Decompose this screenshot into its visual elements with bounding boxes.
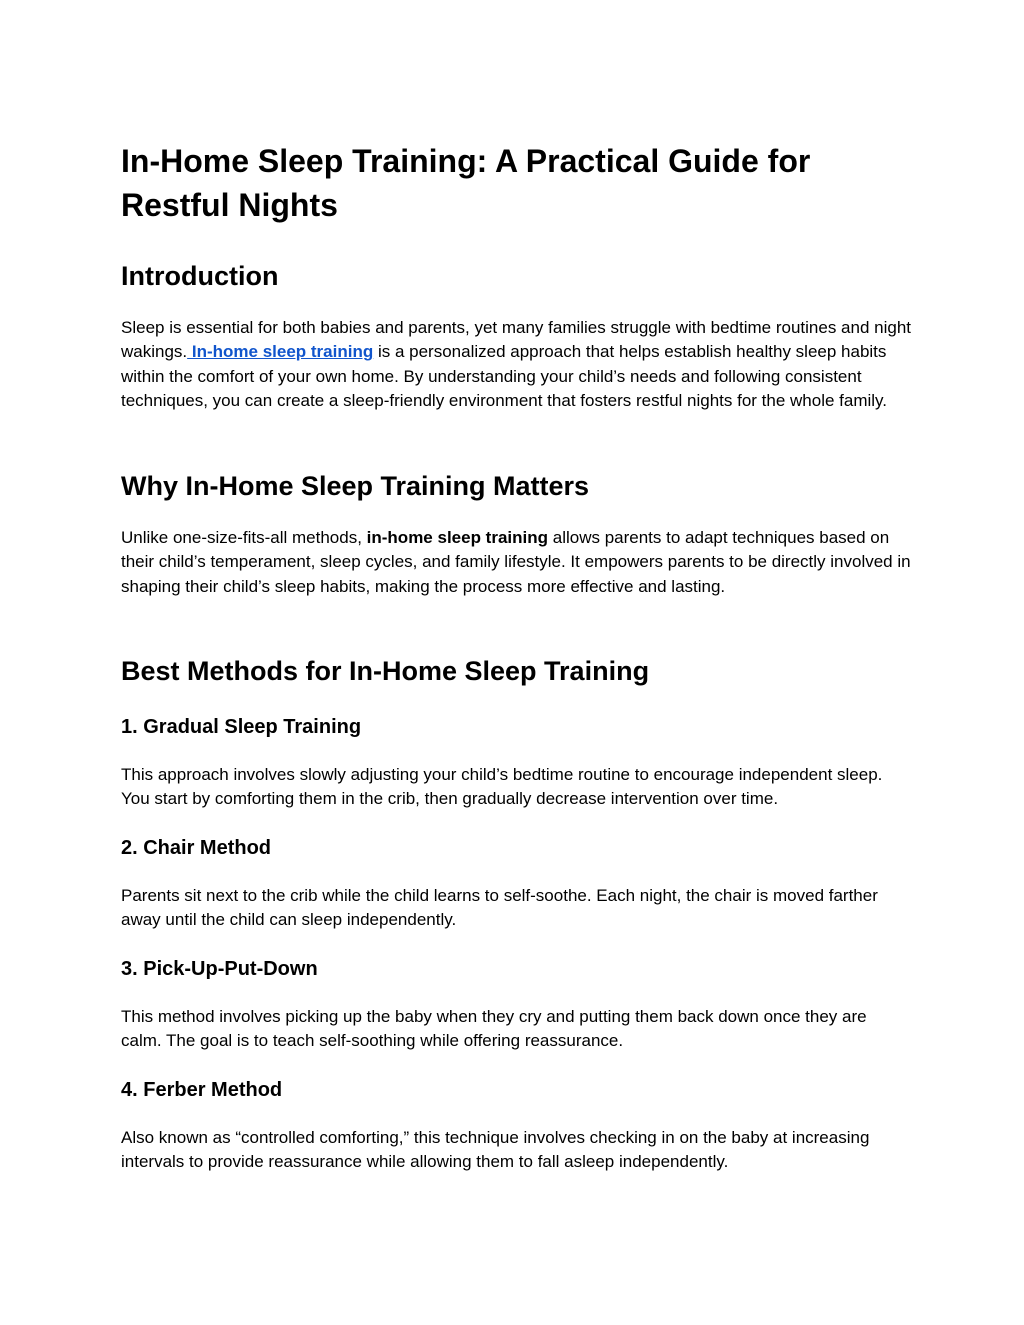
methods-heading: Best Methods for In-Home Sleep Training [121, 656, 650, 686]
method-heading-ferber: 4. Ferber Method [121, 1079, 283, 1101]
method-heading-pick-up: 3. Pick-Up-Put-Down [121, 958, 318, 980]
method-heading-gradual: 1. Gradual Sleep Training [121, 716, 362, 738]
method-text-gradual: This approach involves slowly adjusting your child’s bedtime routine to encourage independent sleep. You start by comforting them in the crib, then gradually decrease intervention over time. [121, 765, 883, 809]
method-text-ferber: Also known as “controlled comforting,” this technique involves checking in on the baby at increasing intervals to provide reassurance while allowing them to fall asleep independently. [121, 1128, 870, 1172]
method-heading-chair: 2. Chair Method [121, 837, 272, 859]
why-text-before: Unlike one-size-fits-all methods, [121, 528, 367, 547]
why-text-after: allows parents to adapt techniques based on their child’s temperament, sleep cycles, and family lifestyle. It empowers parents to be directly involved in shaping their child’s sleep habits, making the process more effective and lasting. [121, 528, 911, 596]
page-title: In-Home Sleep Training: A Practical Guide for Restful Nights [121, 143, 811, 223]
method-text-pick-up: This method involves picking up the baby when they cry and putting them back down once they are calm. The goal is to teach self-soothing while offering reassurance. [121, 1007, 867, 1051]
introduction-heading: Introduction [121, 261, 279, 291]
in-home-sleep-training-link[interactable]: In-home sleep training [187, 342, 374, 362]
why-paragraph [121, 526, 911, 599]
introduction-paragraph [121, 316, 911, 414]
why-heading: Why In-Home Sleep Training Matters [121, 471, 590, 501]
introduction-text-after: is a personalized approach that helps establish healthy sleep habits within the comfort of your own home. By understanding your child’s needs and following consistent techniques, you can create a sleep-friendly environment that fosters restful nights for the whole family. [121, 342, 888, 411]
introduction-text-before: Sleep is essential for both babies and parents, yet many families struggle with bedtime routines and night wakings. [121, 318, 912, 362]
why-bold-text: in-home sleep training [366, 528, 549, 547]
method-text-chair: Parents sit next to the crib while the child learns to self-soothe. Each night, the chair is moved farther away until the child can sleep independently. [121, 886, 878, 930]
